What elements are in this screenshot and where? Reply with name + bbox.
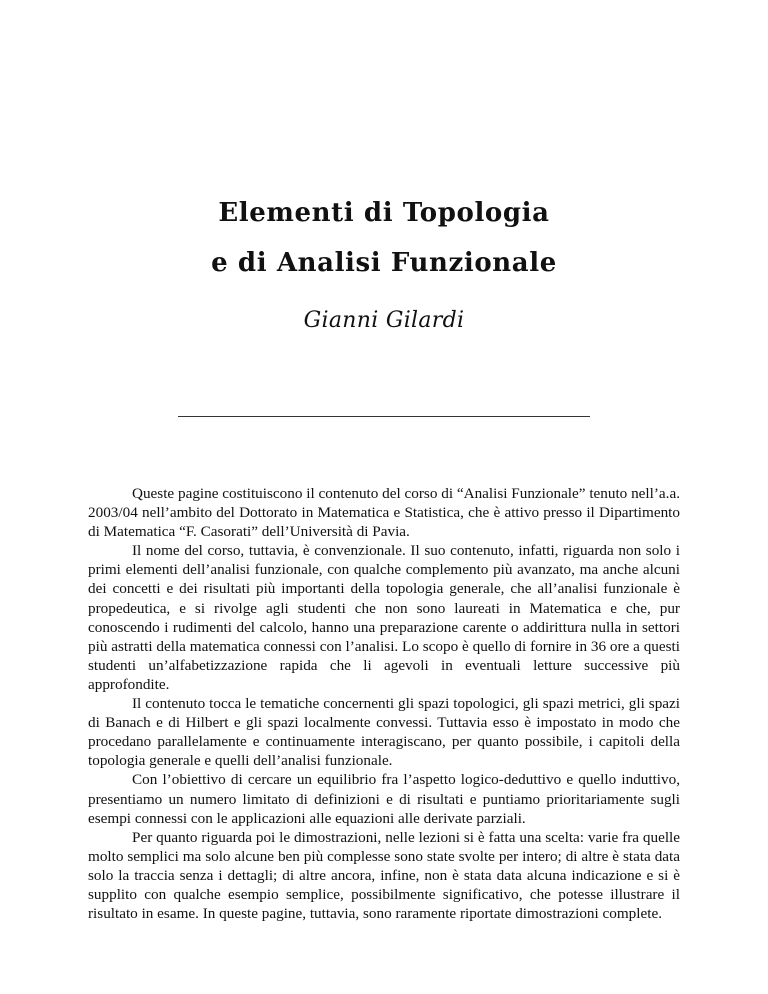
paragraph-2: Il nome del corso, tuttavia, è convenzionale. Il suo contenuto, infatti, riguarda non solo i primi elementi dell’analisi funzionale, con qualche complemento più avanzato, ma anche alcuni dei concetti e dei risultati più importanti della topologia generale, che all’analisi funzionale è propedeutica, e si rivolge agli studenti che non sono laureati in Matematica e che, pur conoscendo i rudimenti del calcolo, hanno una preparazione carente o addirittura nulla in settori più astratti della matematica connessi con l’analisi. Lo scopo è quello di fornire in 36 ore a questi studenti un’alfabetizzazione rapida che li agevoli in eventuali letture successive più approfondite. [88, 542, 680, 693]
paragraph-4: Con l’obiettivo di cercare un equilibrio fra l’aspetto logico-deduttivo e quello induttivo, presentiamo un numero limitato di definizioni e di risultati e puntiamo prioritariamente sugli esempi connessi con le applicazioni alle equazioni alle derivate parziali. [88, 771, 680, 827]
paragraph-3: Il contenuto tocca le tematiche concernenti gli spazi topologici, gli spazi metrici, gli spazi di Banach e di Hilbert e gli spazi localmente convessi. Tuttavia esso è impostato in modo che procedano parallelamente e continuamente interagiscano, per quanto possibile, i capitoli della topologia generale e quelli dell’analisi funzionale. [88, 695, 680, 770]
paragraph-5: Per quanto riguarda poi le dimostrazioni, nelle lezioni si è fatta una scelta: varie fra quelle molto semplici ma solo alcune ben più complesse sono state svolte per intero; di altre è stata data solo la traccia senza i dettagli; di altre ancora, infine, non è stata data alcuna indicazione e si è supplito con qualche esempio semplice, possibilmente significativo, che potesse illustrare il risultato in esame. In queste pagine, tuttavia, sono raramente riportate dimostrazioni complete. [88, 828, 680, 923]
title-line-2: e di Analisi Funzionale [211, 248, 557, 278]
preface-text [88, 484, 680, 923]
title-block [0, 188, 768, 288]
horizontal-rule [178, 416, 590, 417]
author-name: Gianni Gilardi [303, 308, 465, 333]
paragraph-1: Queste pagine costituiscono il contenuto del corso di “Analisi Funzionale” tenuto nell’a.a. 2003/04 nell’ambito del Dottorato in Matematica e Statistica, che è attivo presso il Dipartimento di Matematica “F. Casorati” dell’Università di Pavia. [88, 485, 680, 541]
title-line-1: Elementi di Topologia [218, 198, 550, 228]
